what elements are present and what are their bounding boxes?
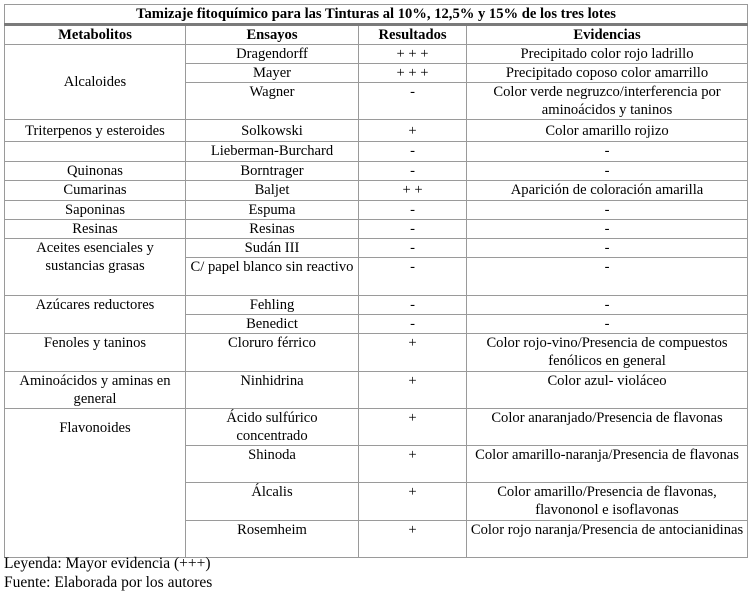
phytochemical-screening-table bbox=[4, 4, 748, 558]
header-row bbox=[5, 25, 748, 45]
metabolito-cell: Resinas bbox=[5, 220, 186, 239]
metabolito-cell-empty bbox=[5, 142, 186, 162]
ensayo-cell: Borntrager bbox=[186, 162, 359, 181]
metabolito-cell: Cumarinas bbox=[5, 181, 186, 201]
evidencia-cell: - bbox=[467, 220, 748, 239]
table-row bbox=[5, 296, 748, 315]
resultado-cell: + bbox=[359, 372, 467, 409]
evidencia-cell: Aparición de coloración amarilla bbox=[467, 181, 748, 201]
resultado-cell: + bbox=[359, 521, 467, 558]
resultado-cell: + bbox=[359, 120, 467, 142]
resultado-cell: - bbox=[359, 142, 467, 162]
resultado-cell: - bbox=[359, 296, 467, 315]
ensayo-cell: Shinoda bbox=[186, 446, 359, 483]
ensayo-cell: Dragendorff bbox=[186, 45, 359, 64]
evidencia-cell: - bbox=[467, 142, 748, 162]
evidencia-cell: Precipitado coposo color amarrillo bbox=[467, 64, 748, 83]
legend-note: Leyenda: Mayor evidencia (+++) bbox=[4, 555, 211, 572]
table-row bbox=[5, 142, 748, 162]
header-ensayos: Ensayos bbox=[186, 25, 359, 45]
table-row bbox=[5, 220, 748, 239]
ensayo-cell: Ácido sulfúrico concentrado bbox=[186, 409, 359, 446]
ensayo-cell: Espuma bbox=[186, 201, 359, 220]
source-note: Fuente: Elaborada por los autores bbox=[4, 574, 213, 591]
evidencia-cell: - bbox=[467, 296, 748, 315]
resultado-cell: - bbox=[359, 239, 467, 258]
evidencia-cell: - bbox=[467, 258, 748, 296]
resultado-cell: - bbox=[359, 162, 467, 181]
evidencia-cell: Color rojo-vino/Presencia de compuestos fenólicos en general bbox=[467, 334, 748, 372]
ensayo-cell: Solkowski bbox=[186, 120, 359, 142]
metabolito-cell: Fenoles y taninos bbox=[5, 334, 186, 372]
evidencia-cell: Color amarillo-naranja/Presencia de flavonas bbox=[467, 446, 748, 483]
ensayo-cell: Benedict bbox=[186, 315, 359, 334]
ensayo-cell: Mayer bbox=[186, 64, 359, 83]
evidencia-cell: Color amarillo/Presencia de flavonas, flavononol e isoflavonas bbox=[467, 483, 748, 521]
metabolito-cell: Quinonas bbox=[5, 162, 186, 181]
resultado-cell: + bbox=[359, 483, 467, 521]
metabolito-cell: Aceites esenciales y sustancias grasas bbox=[5, 239, 186, 296]
ensayo-cell: Lieberman-Burchard bbox=[186, 142, 359, 162]
table-row bbox=[5, 181, 748, 201]
table-row bbox=[5, 120, 748, 142]
metabolito-cell: Flavonoides bbox=[5, 409, 186, 558]
ensayo-cell: Resinas bbox=[186, 220, 359, 239]
evidencia-cell: Color rojo naranja/Presencia de antocianidinas bbox=[467, 521, 748, 558]
evidencia-cell: - bbox=[467, 239, 748, 258]
evidencia-cell: - bbox=[467, 315, 748, 334]
table-row bbox=[5, 201, 748, 220]
resultado-cell: - bbox=[359, 83, 467, 120]
metabolito-cell: Saponinas bbox=[5, 201, 186, 220]
resultado-cell: - bbox=[359, 220, 467, 239]
resultado-cell: + + + bbox=[359, 45, 467, 64]
evidencia-cell: - bbox=[467, 162, 748, 181]
metabolito-cell: Aminoácidos y aminas en general bbox=[5, 372, 186, 409]
evidencia-cell: Color verde negruzco/interferencia por aminoácidos y taninos bbox=[467, 83, 748, 120]
metabolito-cell: Triterpenos y esteroides bbox=[5, 120, 186, 142]
ensayo-cell: Fehling bbox=[186, 296, 359, 315]
table-row bbox=[5, 334, 748, 372]
table-row bbox=[5, 45, 748, 64]
resultado-cell: + bbox=[359, 409, 467, 446]
table-row bbox=[5, 409, 748, 446]
header-resultados: Resultados bbox=[359, 25, 467, 45]
evidencia-cell: - bbox=[467, 201, 748, 220]
evidencia-cell: Color anaranjado/Presencia de flavonas bbox=[467, 409, 748, 446]
resultado-cell: + bbox=[359, 446, 467, 483]
resultado-cell: - bbox=[359, 258, 467, 296]
ensayo-cell: Sudán III bbox=[186, 239, 359, 258]
header-metabolitos: Metabolitos bbox=[5, 25, 186, 45]
ensayo-cell: Cloruro férrico bbox=[186, 334, 359, 372]
resultado-cell: + + + bbox=[359, 64, 467, 83]
ensayo-cell: Álcalis bbox=[186, 483, 359, 521]
table-row bbox=[5, 372, 748, 409]
header-evidencias: Evidencias bbox=[467, 25, 748, 45]
table-row bbox=[5, 239, 748, 258]
resultado-cell: + + bbox=[359, 181, 467, 201]
resultado-cell: - bbox=[359, 201, 467, 220]
metabolito-cell: Azúcares reductores bbox=[5, 296, 186, 334]
ensayo-cell: Baljet bbox=[186, 181, 359, 201]
evidencia-cell: Color amarillo rojizo bbox=[467, 120, 748, 142]
evidencia-cell: Precipitado color rojo ladrillo bbox=[467, 45, 748, 64]
ensayo-cell: Wagner bbox=[186, 83, 359, 120]
evidencia-cell: Color azul- violáceo bbox=[467, 372, 748, 409]
table-row bbox=[5, 162, 748, 181]
table-notes bbox=[4, 554, 212, 592]
metabolito-cell: Alcaloides bbox=[5, 45, 186, 120]
table-title: Tamizaje fitoquímico para las Tinturas al 10%, 12,5% y 15% de los tres lotes bbox=[5, 5, 748, 25]
ensayo-cell: C/ papel blanco sin reactivo bbox=[186, 258, 359, 296]
ensayo-cell: Rosemheim bbox=[186, 521, 359, 558]
resultado-cell: - bbox=[359, 315, 467, 334]
ensayo-cell: Ninhidrina bbox=[186, 372, 359, 409]
resultado-cell: + bbox=[359, 334, 467, 372]
